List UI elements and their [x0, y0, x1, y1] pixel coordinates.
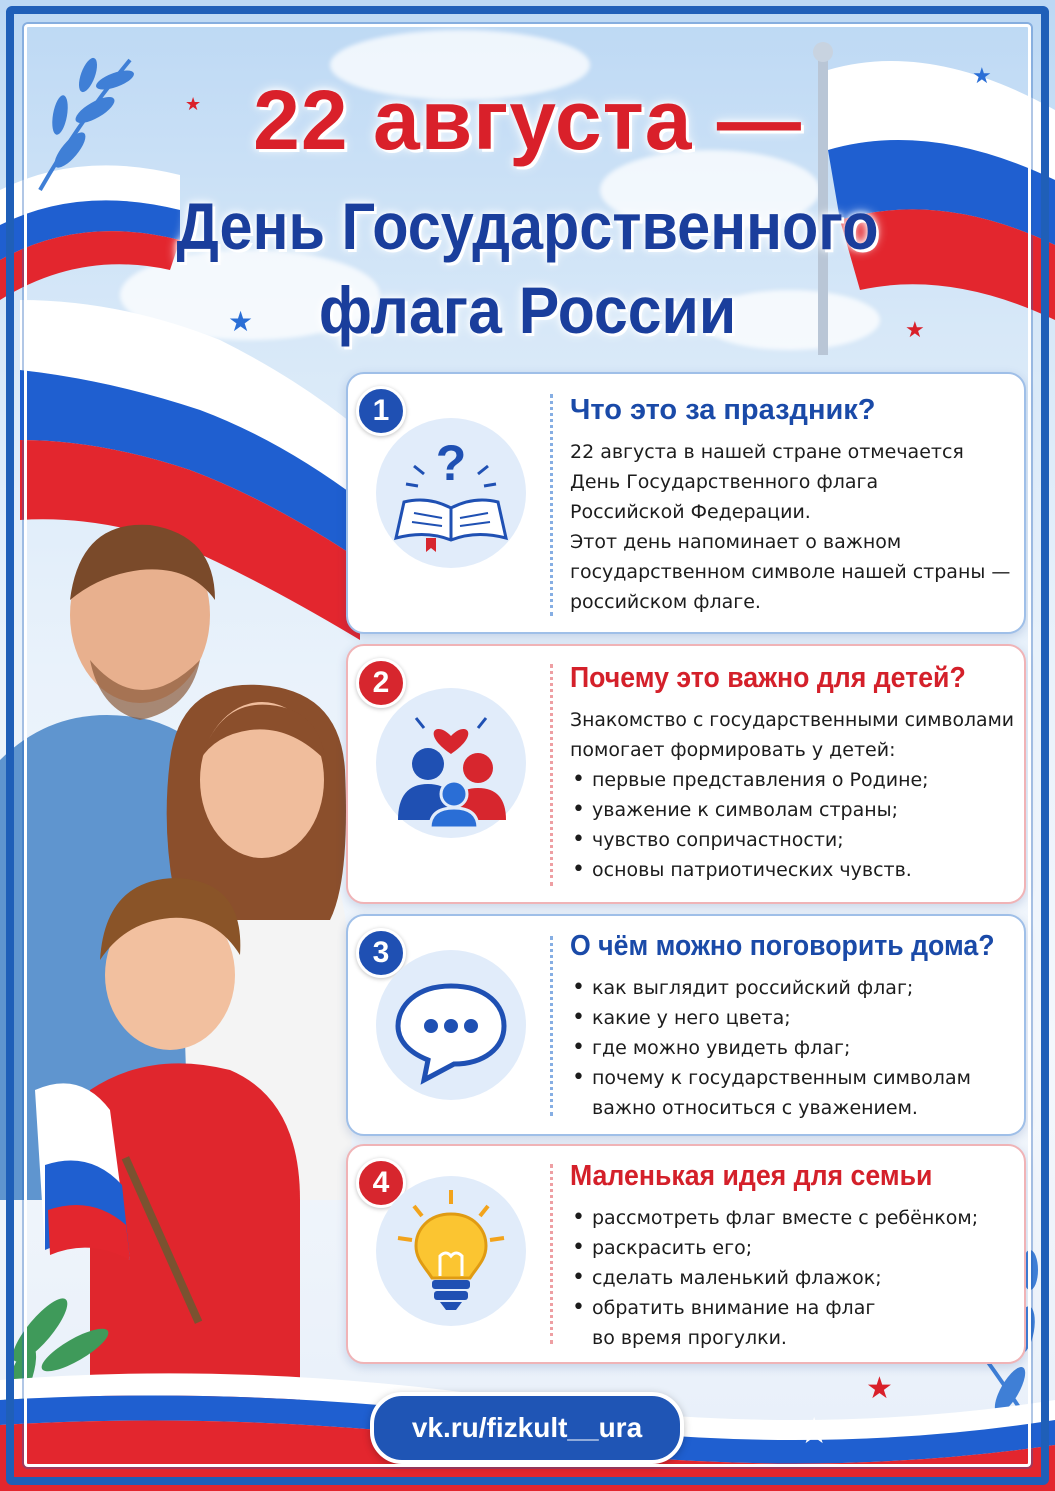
card-body: [570, 930, 1014, 1123]
list-item: • основы патриотических чувств.: [570, 855, 1014, 885]
card-divider: [550, 394, 553, 616]
chat-bubble-icon: [376, 950, 526, 1100]
title-date: 22 августа —: [253, 73, 802, 167]
family-illustration: [0, 525, 353, 1400]
list-item: • сделать маленький флажок;: [570, 1263, 1014, 1293]
red-star-decoration: ★: [866, 1371, 893, 1406]
card-body: [570, 1160, 1014, 1353]
svg-text:?: ?: [435, 435, 467, 491]
card-text-line: Этот день напоминает о важном: [570, 531, 902, 553]
vk-link-button[interactable]: vk.ru/fizkult__ura: [370, 1392, 684, 1464]
bullet-list: [570, 973, 1014, 1093]
card-number-badge: 3: [356, 928, 406, 978]
card-text-line: Знакомство с государственными символами: [570, 709, 1015, 731]
list-item: • чувство сопричастности;: [570, 825, 1014, 855]
card-text-line: российском флаге.: [570, 591, 761, 613]
card-divider: [550, 936, 553, 1116]
list-item: • рассмотреть флаг вместе с ребёнком;: [570, 1203, 1014, 1233]
list-item: • какие у него цвета;: [570, 1003, 1014, 1033]
card-number-badge: 2: [356, 658, 406, 708]
title-line-2: День Государственного: [176, 189, 879, 263]
card-title: Что это за праздник?: [570, 394, 876, 426]
list-item: • где можно увидеть флаг;: [570, 1033, 1014, 1063]
card-divider: [550, 664, 553, 886]
card-text-line: Российской Федерации.: [570, 501, 811, 523]
list-item-continuation: во время прогулки.: [592, 1327, 787, 1349]
red-star-decoration: ★: [185, 94, 202, 115]
info-card-2: [346, 644, 1026, 904]
bullet-list: [570, 1203, 1014, 1323]
card-text-line: День Государственного флага: [570, 471, 879, 493]
info-card-1: [346, 372, 1026, 634]
white-star-decoration: ★: [798, 1411, 831, 1452]
card-body: [570, 662, 1014, 885]
family-heart-icon: [376, 688, 526, 838]
list-item: • почему к государственным символам: [570, 1063, 1014, 1093]
list-item: • уважение к символам страны;: [570, 795, 1014, 825]
list-item: • обратить внимание на флаг: [570, 1293, 1014, 1323]
list-item: • как выглядит российский флаг;: [570, 973, 1014, 1003]
card-title: Почему это важно для детей?: [570, 662, 966, 694]
info-card-4: [346, 1144, 1026, 1364]
card-body: [570, 394, 1014, 617]
card-number-badge: 1: [356, 386, 406, 436]
card-text-line: помогает формировать у детей:: [570, 739, 896, 761]
book-question-icon: [376, 418, 526, 568]
card-number-badge: 4: [356, 1158, 406, 1208]
list-item: • первые представления о Родине;: [570, 765, 1014, 795]
blue-star-decoration: ★: [228, 305, 254, 338]
card-title: О чём можно поговорить дома?: [570, 930, 995, 962]
list-item: • раскрасить его;: [570, 1233, 1014, 1263]
card-title: Маленькая идея для семьи: [570, 1160, 933, 1192]
card-text-line: 22 августа в нашей стране отмечается: [570, 441, 964, 463]
info-card-3: [346, 914, 1026, 1136]
blue-star-decoration: ★: [972, 64, 992, 89]
title-line-3: флага России: [318, 273, 737, 347]
red-star-decoration: ★: [905, 318, 925, 343]
card-divider: [550, 1164, 553, 1344]
list-item-continuation: важно относиться с уважением.: [592, 1097, 918, 1119]
card-text-line: государственном символе нашей страны —: [570, 561, 1011, 583]
light-bulb-icon: [376, 1176, 526, 1326]
bullet-list: [570, 765, 1014, 885]
